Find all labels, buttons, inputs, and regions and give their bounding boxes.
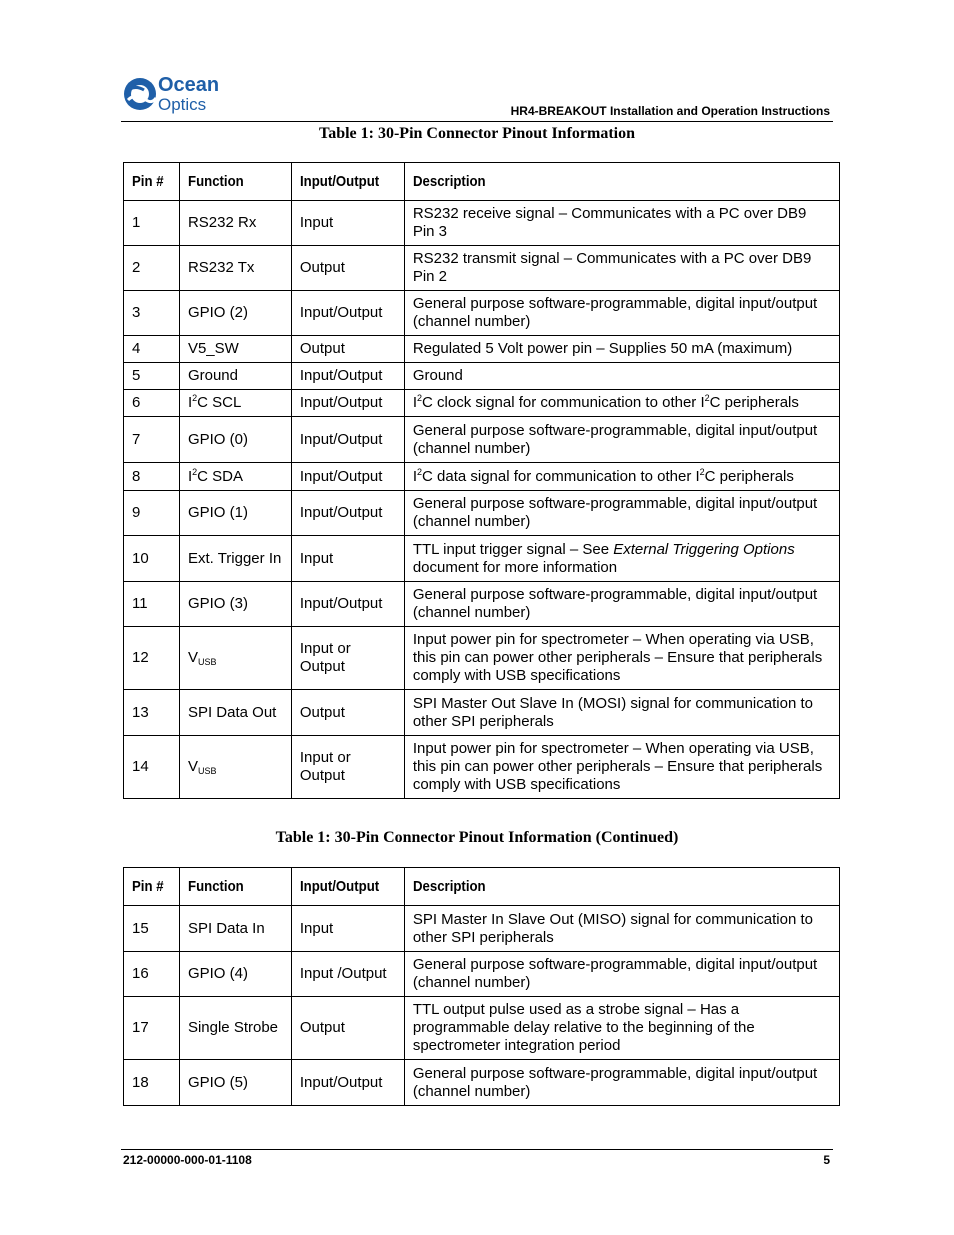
- table-row: [124, 536, 840, 582]
- table-row: [124, 997, 840, 1060]
- table-row: [124, 390, 840, 417]
- pin-cell: 9: [124, 491, 180, 536]
- function-cell: GPIO (1): [179, 491, 291, 536]
- column-header-function: Function: [179, 163, 291, 201]
- function-cell: Single Strobe: [179, 997, 291, 1060]
- io-cell: Input/Output: [291, 491, 404, 536]
- function-cell: $V_{USB}$: [179, 736, 291, 799]
- table-header-row: [124, 163, 840, 201]
- table-row: [124, 690, 840, 736]
- table-header-row: [124, 868, 840, 906]
- function-cell: SPI Data In: [179, 906, 291, 952]
- document-number: 212-00000-000-01-1108: [123, 1153, 252, 1167]
- function-cell: V5_SW: [179, 336, 291, 363]
- io-cell: Input: [291, 201, 404, 246]
- io-cell: Input/Output: [291, 291, 404, 336]
- io-cell: Input/Output: [291, 390, 404, 417]
- description-cell: Input power pin for spectrometer – When operating via USB, this pin can power other peripherals – Ensure that peripherals comply with USB specifications: [404, 736, 839, 799]
- io-cell: Output: [291, 690, 404, 736]
- description-cell: General purpose software-programmable, digital input/output (channel number): [404, 582, 839, 627]
- column-header-pin: Pin #: [124, 868, 180, 906]
- description-cell: SPI Master In Slave Out (MISO) signal for communication to other SPI peripherals: [404, 906, 839, 952]
- description-cell: General purpose software-programmable, digital input/output (channel number): [404, 1060, 839, 1106]
- io-cell: Input/Output: [291, 1060, 404, 1106]
- description-cell: General purpose software-programmable, digital input/output (channel number): [404, 417, 839, 463]
- description-cell: General purpose software-programmable, digital input/output (channel number): [404, 491, 839, 536]
- description-cell: $I^2C$ data signal for communication to other $I^2C$ peripherals: [404, 463, 839, 491]
- pin-cell: 17: [124, 997, 180, 1060]
- column-header-function: Function: [179, 868, 291, 906]
- table-row: [124, 417, 840, 463]
- ocean-optics-logo: [122, 70, 242, 118]
- description-cell: TTL output pulse used as a strobe signal – Has a programmable delay relative to the beginning of the spectrometer integration period: [404, 997, 839, 1060]
- column-header-description: Description: [404, 163, 839, 201]
- description-cell: General purpose software-programmable, digital input/output (channel number): [404, 952, 839, 997]
- io-cell: Input/Output: [291, 582, 404, 627]
- io-cell: Output: [291, 246, 404, 291]
- column-header-io: Input/Output: [291, 868, 404, 906]
- function-cell: GPIO (2): [179, 291, 291, 336]
- pin-cell: 15: [124, 906, 180, 952]
- pin-cell: 1: [124, 201, 180, 246]
- function-cell: SPI Data Out: [179, 690, 291, 736]
- function-cell: Ground: [179, 363, 291, 390]
- table-row: [124, 246, 840, 291]
- description-cell: $I^2C$ clock signal for communication to other $I^2C$ peripherals: [404, 390, 839, 417]
- pin-cell: 10: [124, 536, 180, 582]
- pin-cell: 16: [124, 952, 180, 997]
- pin-cell: 7: [124, 417, 180, 463]
- io-cell: Input: [291, 906, 404, 952]
- function-cell: $I^2C$ SCL: [179, 390, 291, 417]
- description-cell: SPI Master Out Slave In (MOSI) signal for communication to other SPI peripherals: [404, 690, 839, 736]
- document-title: HR4-BREAKOUT Installation and Operation Instructions: [510, 104, 830, 118]
- description-cell: Regulated 5 Volt power pin – Supplies 50 mA (maximum): [404, 336, 839, 363]
- function-cell: RS232 Tx: [179, 246, 291, 291]
- io-cell: Input/Output: [291, 417, 404, 463]
- io-cell: Input/Output: [291, 463, 404, 491]
- description-cell: RS232 transmit signal – Communicates with a PC over DB9 Pin 2: [404, 246, 839, 291]
- column-header-description: Description: [404, 868, 839, 906]
- pinout-table: [123, 162, 840, 799]
- io-cell: Input or Output: [291, 627, 404, 690]
- svg-text:Optics: Optics: [158, 95, 207, 114]
- table-row: [124, 463, 840, 491]
- description-cell: Ground: [404, 363, 839, 390]
- io-cell: Input or Output: [291, 736, 404, 799]
- function-cell: $I^2C$ SDA: [179, 463, 291, 491]
- pin-cell: 14: [124, 736, 180, 799]
- io-cell: Input /Output: [291, 952, 404, 997]
- table-row: [124, 291, 840, 336]
- table-row: [124, 1060, 840, 1106]
- io-cell: Input/Output: [291, 363, 404, 390]
- function-cell: GPIO (0): [179, 417, 291, 463]
- description-cell: Input power pin for spectrometer – When operating via USB, this pin can power other peripherals – Ensure that peripherals comply with USB specifications: [404, 627, 839, 690]
- io-cell: Input: [291, 536, 404, 582]
- table-row: [124, 952, 840, 997]
- table-row: [124, 201, 840, 246]
- pin-cell: 13: [124, 690, 180, 736]
- table-row: [124, 363, 840, 390]
- column-header-io: Input/Output: [291, 163, 404, 201]
- pin-cell: 3: [124, 291, 180, 336]
- description-cell: RS232 receive signal – Communicates with a PC over DB9 Pin 3: [404, 201, 839, 246]
- io-cell: Output: [291, 336, 404, 363]
- io-cell: Output: [291, 997, 404, 1060]
- pin-cell: 8: [124, 463, 180, 491]
- function-cell: GPIO (5): [179, 1060, 291, 1106]
- function-cell: GPIO (3): [179, 582, 291, 627]
- table-row: [124, 906, 840, 952]
- pin-cell: 4: [124, 336, 180, 363]
- table-caption: Table 1: 30-Pin Connector Pinout Information: [318, 125, 635, 142]
- table-row: [124, 491, 840, 536]
- pin-cell: 18: [124, 1060, 180, 1106]
- pin-cell: 6: [124, 390, 180, 417]
- column-header-pin: Pin #: [124, 163, 180, 201]
- table-row: [124, 582, 840, 627]
- header-divider: [121, 121, 833, 122]
- function-cell: RS232 Rx: [179, 201, 291, 246]
- function-cell: $V_{USB}$: [179, 627, 291, 690]
- pin-cell: 2: [124, 246, 180, 291]
- table-caption-continued: Table 1: 30-Pin Connector Pinout Information (Continued): [275, 829, 679, 846]
- page-number: 5: [823, 1153, 830, 1167]
- table-row: [124, 736, 840, 799]
- description-cell: General purpose software-programmable, digital input/output (channel number): [404, 291, 839, 336]
- table-row: [124, 336, 840, 363]
- svg-text:Ocean: Ocean: [158, 74, 220, 96]
- footer-divider: [121, 1149, 833, 1150]
- pin-cell: 11: [124, 582, 180, 627]
- table-row: [124, 627, 840, 690]
- function-cell: Ext. Trigger In: [179, 536, 291, 582]
- pinout-table-continued: [123, 867, 840, 1106]
- pin-cell: 5: [124, 363, 180, 390]
- description-cell: TTL input trigger signal – See External Triggering Options document for more information: [404, 536, 839, 582]
- pin-cell: 12: [124, 627, 180, 690]
- function-cell: GPIO (4): [179, 952, 291, 997]
